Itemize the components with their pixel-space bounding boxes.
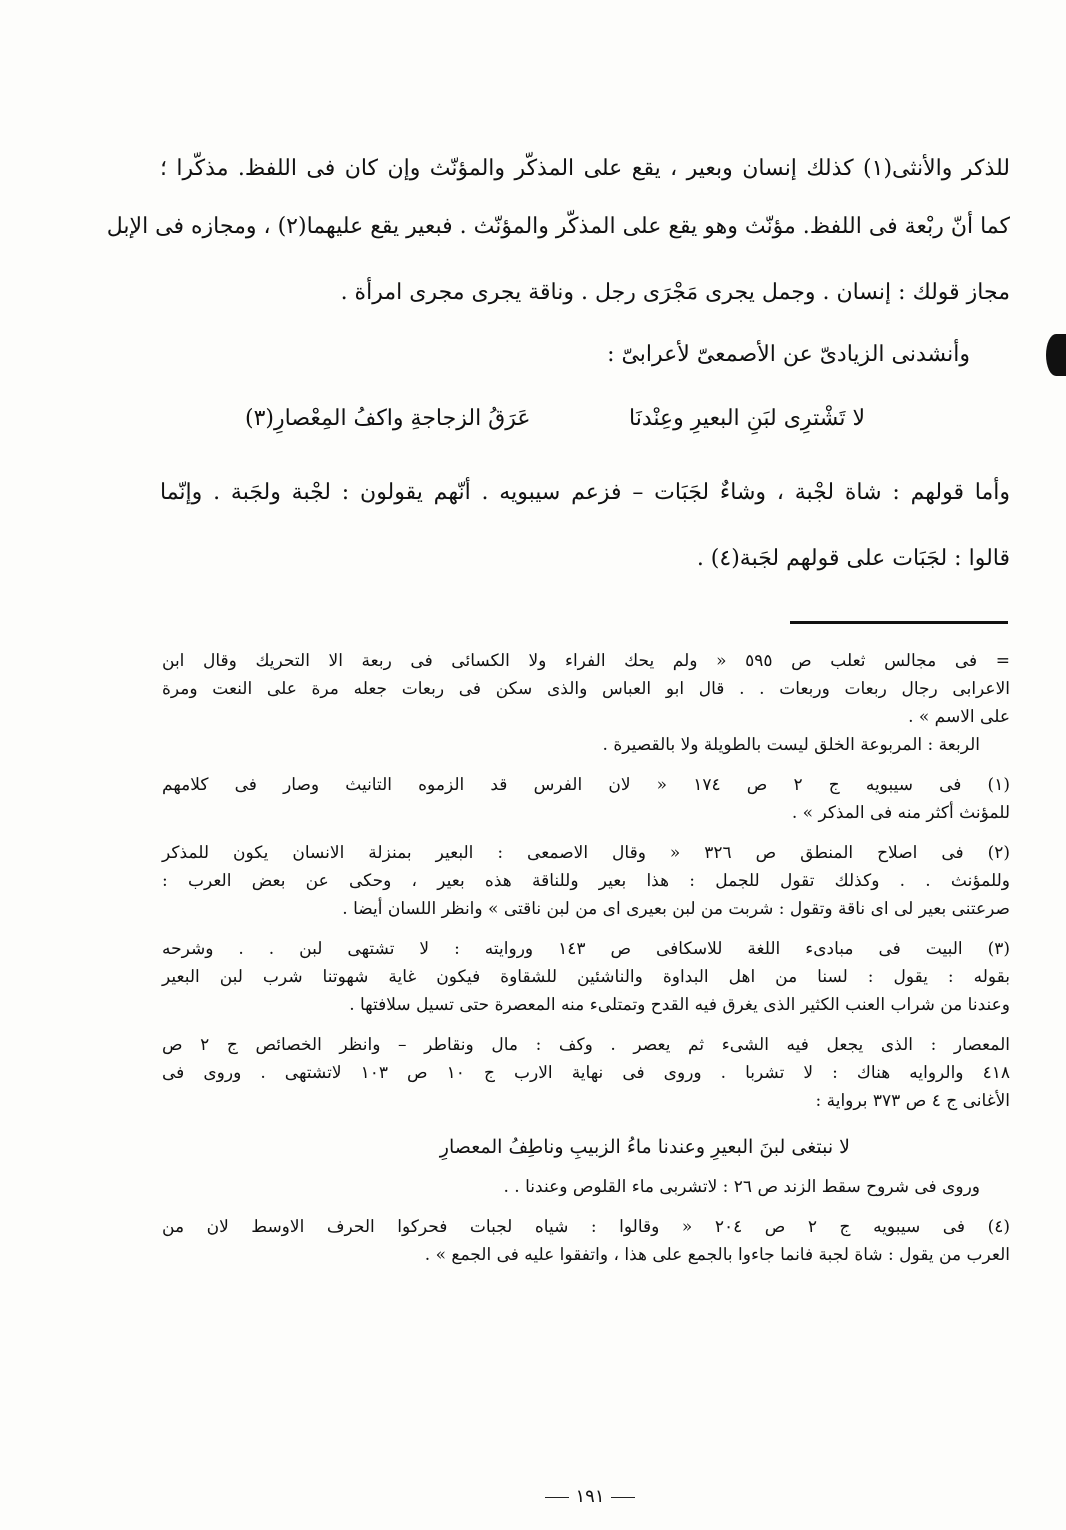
footnote-line: المعصار : الذى يجعل فيه الشىء ثم يعصر . وكف : مال ونقاطر – وانظر الخصائص ج ٢ ص [162,1035,1010,1055]
footnote-line: ٤١٨ والروايه هناك : لا تشربا . وروى فى نهاية الارب ج ١٠ ص ١٠٣ لاتشتهى . وروى فى [162,1063,1010,1083]
page-number-value: ١٩١ [575,1486,605,1507]
margin-ink-blot [1046,334,1066,376]
poem-verse [245,404,865,434]
footnote-line: (٢) فى اصلاح المنطق ص ٣٢٦ « وقال الاصمعى : البعير بمنزلة الانسان يكون للمذكر [162,843,1011,863]
body-line-6: قالوا : لجَبَات على قولهم لجَبة(٤) . [696,546,1010,571]
verse-second-hemistich: عَرَقُ الزجاجةِ واكفُ المِعْصارِ(٣) [245,406,531,431]
footnote-line: وعندنا من شراب العنب الكثير الذى يغرق فيه القدح وتمتلىء منه المعصرة حتى تسيل سلافتها . [349,995,1010,1015]
footnote-line: على الاسم » . [908,707,1010,727]
page-number [530,1486,650,1507]
footnote-separator [790,621,1008,624]
body-line-2: كما أنّ ربْعة فى اللفظ. مؤنّث وهو يقع على المذكّر والمؤنّث . فبعير يقع عليهما(٢) ، ومجازه فى الإبل [106,214,1010,239]
footnote-line: وللمؤنث . . وكذلك تقول للجمل : هذا بعير وللناقة هذه بعير ، وحكى عن بعض العرب : [162,871,1010,891]
page-number-dash [611,1497,635,1498]
footnote-line: الأغانى ج ٤ ص ٣٧٣ برواية : [815,1091,1010,1111]
footnote-line: (١) فى سيبويه ج ٢ ص ١٧٤ « لان الفرس قد الزموه التانيث وصار فى كلامهم [162,775,1010,795]
footnote-line: بقوله : يقول : لسنا من اهل البداوة والناشئين للشقاوة فيكون غاية شهوتنا شرب لبن البعير [162,967,1010,987]
footnote-verse: لا نبتغى لبنَ البعيرِ وعندنا ماءُ الزبيبِ وناطِفُ المعصارِ [439,1136,850,1158]
page-number-dash [545,1497,569,1498]
body-line-3: مجاز قولك : إنسان . وجمل يجرى مَجْرَى رجل . وناقة يجرى مجرى امرأة . [340,280,1010,305]
footnote-line: العرب من يقول : شاة لجبة فانما جاءوا بالجمع على هذا ، واتفقوا عليه فى الجمع » . [424,1245,1010,1265]
body-line-1: للذكر والأنثى(١) كذلك إنسان وبعير ، يقع على المذكّر والمؤنّث وإن كان فى اللفظ. مذكّرا ؛ [160,156,1010,181]
footnote-line: الاعرابى رجال ربعات وربعات . . قال ابو العباس والذى سكن فى ربعات جعله مرة على النعت ومرة [162,679,1010,699]
footnote-line: = فى مجالس ثعلب ص ٥٩٥ « ولم يحك الفراء ولا الكسائى فى ربعة الا التحريك وقال ابن [162,651,1010,671]
footnote-line: (٤) فى سيبويه ج ٢ ص ٢٠٤ « وقالوا : شياه لجبات فحركوا الحرف الاوسط لان من [162,1217,1010,1237]
footnote-line: صرعتنى بعير لى اى ناقة وتقول : شربت من لبن بعيرى اى من لبن ناقتى » وانظر اللسان أيضا . [342,899,1010,919]
body-line-5: وأما قولهم : شاة لجْبة ، وشاءٌ لجَبَات – فزعم سيبويه . أنّهم يقولون : لجْبة ولجَبة . وإنّما [160,480,1010,505]
footnote-line: وروى فى شروح سقط الزند ص ٢٦ : لاتشربى ماء القلوص وعندنا . . [503,1177,980,1197]
footnote-line: الربعة : المربوعة الخلق ليست بالطويلة ولا بالقصيرة . [602,735,980,755]
footnote-line: (٣) البيت فى مبادىء اللغة للاسكافى ص ١٤٣ وروايته : لا تشتهى لبن . . وشرحه [162,939,1010,959]
body-line-4: وأنشدنى الزيادىّ عن الأصمعىّ لأعرابىّ : [607,342,970,367]
footnote-line: للمؤنث أكثر منه فى المذكر » . [791,803,1010,823]
verse-first-hemistich: لا تَشْترِى لبَنِ البعيرِ وعِنْدنَا [629,406,865,431]
